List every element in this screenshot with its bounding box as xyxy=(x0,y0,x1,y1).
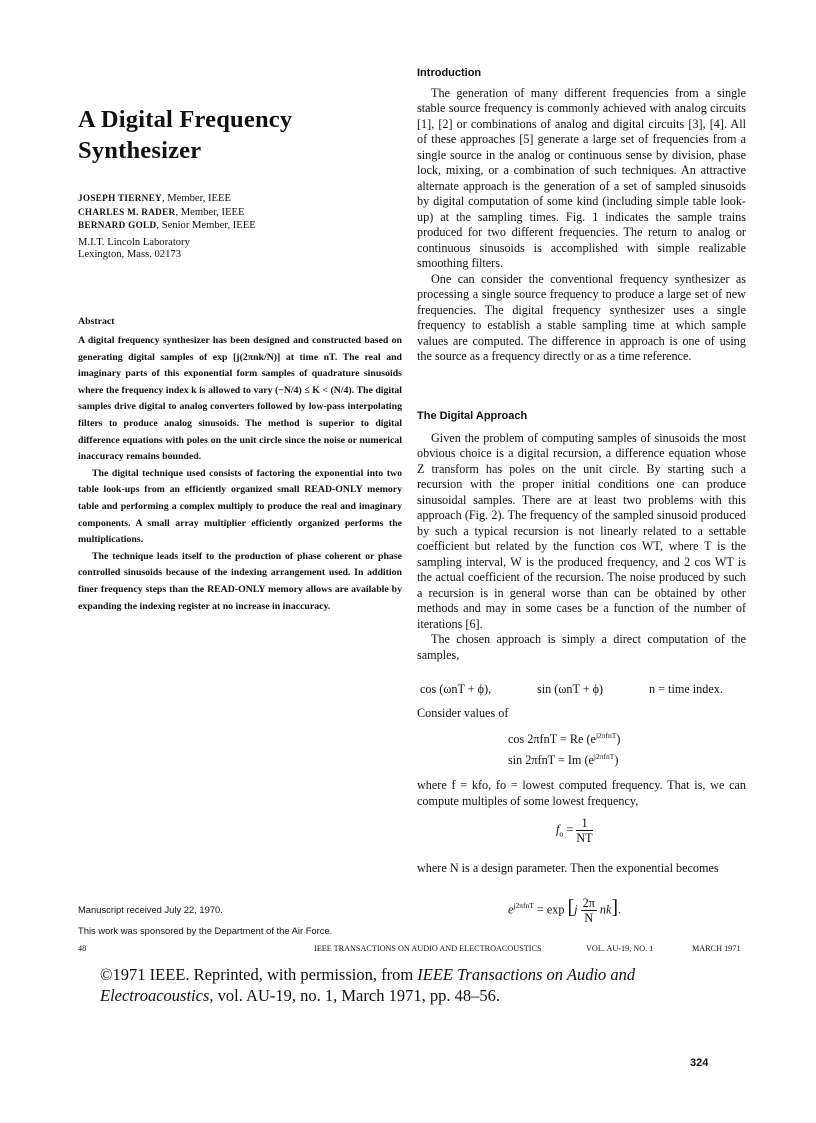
equation-2-sin: sin 2πfnT = Im $(e^{j2\pi fnT})$ xyxy=(508,752,619,768)
equation-4: $e^{j2\pi fnT} = \exp [j$ $\frac{2\pi}{N}$ nk]. xyxy=(508,896,622,925)
footer-date: MARCH 1971 xyxy=(692,944,741,953)
author-block xyxy=(78,192,378,262)
page-number: 324 xyxy=(690,1057,709,1069)
abstract-paragraph-2: The digital technique used consists of factoring the exponential into two table look-ups from an efficiently organized small READ-ONLY memory table and performing a complex multiply to produce the real and imaginary components. A small array multiplier efficiently organized performs the multiplications. xyxy=(78,467,402,546)
footer-journal: IEEE TRANSACTIONS ON AUDIO AND ELECTROACOUSTICS xyxy=(314,944,542,953)
where-paragraph-1: where f = kfo, fo = lowest computed frequency. That is, we can compute multiples of some lowest frequency, xyxy=(417,778,746,808)
digital-approach-heading: The Digital Approach xyxy=(417,410,528,422)
footer-page: 48 xyxy=(78,944,87,953)
footnotes xyxy=(78,899,402,941)
page-footer xyxy=(78,944,746,958)
equation-3: $f_o$ = $\frac{1}{NT}$ xyxy=(556,816,593,845)
abstract-paragraph-1: A digital frequency synthesizer has been designed and constructed based on generating digital samples of exp [j(2πnk/N)] at time nT. The real and imaginary parts of this exponential form samples of quadrature sinusoids where the frequency index k is allowed to vary (−N/4) ≤ K < (N/4). The digital samples drive digital to analog converters followed by low-pass interpolating filters to produce analog sinusoids. The method is superior to digital difference equations with poles on the unit circle since the noise or numerical inaccuracy remains bounded. xyxy=(78,335,402,463)
digital-paragraph-1: Given the problem of computing samples of sinusoids the most obvious choice is a digital recursion, a difference equation whose Z transform has poles on the unit circle. By starting such a recursion with the proper initial conditions one can produce sinusoidal samples. There are at least two problems with this approach (Fig. 2). The frequency of the sampled sinusoid produced by such a typical recursion is not linearly related to a settable coefficient but related by the function cos WT, where T is the sampling interval, W is the produced frequency, and 2 cos WT is the actual coefficient of the recursion. The noise produced by such a recursion is in general worse than can be obtained by other methods and may in some cases be a function of the number of iterations [6]. xyxy=(417,430,746,631)
author-1: JOSEPH TIERNEY, Member, IEEE xyxy=(78,193,231,204)
abstract xyxy=(78,333,402,615)
consider-text: Consider values of xyxy=(417,706,509,720)
intro-paragraph-2: One can consider the conventional frequency synthesizer as processing a single source frequency to produce a large set of new frequencies. The digital frequency synthesizer uses a single frequency to establish a stable sampling time at which sample values are computed. The difference in approach is one of using the source as a frequency directly or as a time reference. xyxy=(417,271,746,363)
author-3: BERNARD GOLD, Senior Member, IEEE xyxy=(78,220,256,232)
footer-volume: VOL. AU-19, NO. 1 xyxy=(586,944,654,953)
digital-approach-section xyxy=(417,409,746,663)
paper-title: A Digital Frequency Synthesizer xyxy=(78,106,293,164)
equation-1-sin: sin (ωnT + ϕ) xyxy=(537,682,604,696)
equation-1-index: n = time index. xyxy=(649,682,723,696)
institution: M.I.T. Lincoln Laboratory xyxy=(78,236,190,248)
equation-1-cos: cos (ωnT + ϕ), xyxy=(420,682,492,696)
where-paragraph-2: where N is a design parameter. Then the exponential becomes xyxy=(417,861,719,875)
introduction-heading: Introduction xyxy=(417,67,482,79)
intro-paragraph-1: The generation of many different frequencies from a single stable source frequency is commonly achieved with analog circuits [1], [2] or combinations of analog and digital circuits [3], [4]. All of these approaches [5] generate a large set of frequencies from a single source in the analog or continuous sense by division, phase lock, mixing, or a combination of such techniques. An attractive alternate approach is the generation of a set of sampled sinusoids by digital computation of some kind (including simple table look-up) at the sampling times. Fig. 1 indicates the sample trains produced for two different frequencies. The return to analog or continuous sinusoids is accomplished with simple realizable smoothing filters. xyxy=(417,85,746,270)
introduction-section xyxy=(417,66,746,365)
abstract-heading: Abstract xyxy=(78,316,115,327)
abstract-paragraph-3: The technique leads itself to the production of phase coherent or phase controlled sinusoids because of the indexing arrangement used. In addition finer frequency steps than the READ-ONLY memory allows are available by expanding the indexing register at no increase in inaccuracy. xyxy=(78,550,402,612)
digital-paragraph-2: The chosen approach is simply a direct computation of the samples, xyxy=(417,632,746,662)
sponsor-note: This work was sponsored by the Department of the Air Force. xyxy=(78,925,333,936)
reprint-credit: ©1971 IEEE. Reprinted, with permission, from IEEE Transactions on Audio and Electroacoustics, vol. AU-19, no. 1, March 1971, pp. 48–56. xyxy=(100,965,636,1005)
manuscript-note: Manuscript received July 22, 1970. xyxy=(78,904,223,915)
author-2: CHARLES M. RADER, Member, IEEE xyxy=(78,206,245,218)
equation-2-cos: cos 2πfnT = Re $(e^{j2\pi fnT})$ xyxy=(508,731,621,747)
location: Lexington, Mass. 02173 xyxy=(78,249,181,261)
